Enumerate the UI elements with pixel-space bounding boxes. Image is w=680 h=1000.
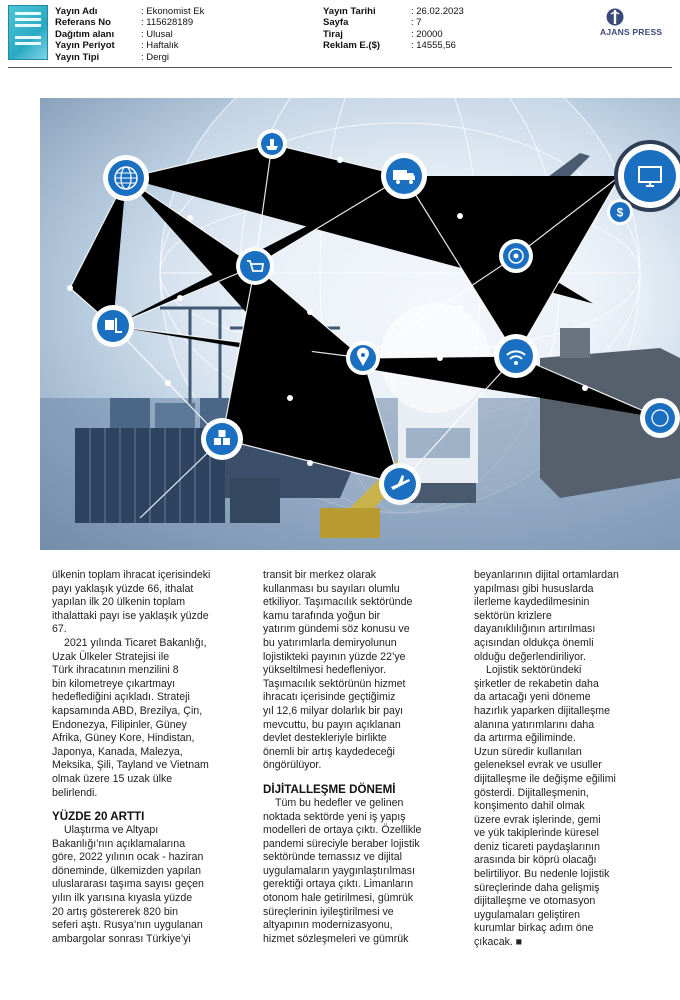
text-line: kapsamında ABD, Brezilya, Çin,: [52, 704, 203, 717]
text-line: yapılması gibi hususlarda: [474, 582, 594, 595]
text-line: önemli bir artış kaydedeceği: [263, 745, 395, 758]
hero-svg: [40, 98, 680, 550]
text-line: uluslararası taşıma sayısı geçen: [52, 878, 204, 891]
article-column-2: [263, 569, 453, 946]
text-line: geleneksel evrak ve usuller: [474, 759, 602, 772]
text-line: otonom hale getirilmesi, gümrük: [263, 892, 414, 905]
meta-label: Sayfa: [323, 17, 349, 29]
text-line: Meksika, Şili, Tayland ve Vietnam: [52, 759, 209, 772]
meta-value: : Haftalık: [141, 40, 179, 52]
globe-icon-small: [640, 398, 680, 438]
text-line: gösterdi. Dijitalleşmenin,: [474, 786, 589, 799]
meta-label: Yayın Adı: [55, 6, 98, 17]
text-line: Lojistik sektöründeki: [486, 664, 582, 677]
text-line: kullanması bu sayıları olumlu: [263, 582, 400, 595]
meta-label: Referans No: [55, 17, 111, 29]
text-line: bu yatırımlarla demiryolunun: [263, 636, 397, 649]
text-line: 67.: [52, 623, 67, 636]
text-line: kurumlar birkaç adım öne: [474, 922, 594, 935]
text-line: da artacağı yeni döneme: [474, 691, 591, 704]
article-column-3: [474, 569, 674, 950]
text-line: süreçlerinde daha gelişmiş: [474, 881, 600, 894]
text-line: payı yaklaşık yüzde 66, ithalat: [52, 582, 194, 595]
text-line: döneminde, ülkemizden yapılan: [52, 864, 201, 877]
meta-label: Reklam E.($): [323, 40, 381, 52]
text-line: hazırlık yaparken dijitalleşme: [474, 704, 611, 717]
meta-value: : 115628189: [141, 17, 194, 29]
text-line: uygulamaların yaygınlaştırılması: [263, 864, 415, 877]
meta-value: : 26.02.2023: [411, 6, 464, 17]
meta-value: : Dergi: [141, 51, 169, 63]
section-heading: DİJİTALLEŞME DÖNEMİ: [263, 782, 396, 796]
meta-value: : 14555,56: [411, 40, 456, 52]
publication-meta-right: [323, 6, 464, 52]
text-line: mevcuttu, bu payın açıklanan: [263, 718, 401, 731]
text-line: süreçlerinin iyileştirilmesi ve: [263, 905, 394, 918]
text-line: alanına yatırımlarını daha: [474, 718, 595, 731]
text-line: noktada sektörde yeni iş yapış: [263, 810, 406, 823]
text-line: dayanıklılığının artırılması: [474, 623, 596, 636]
text-line: çıkacak. ■: [474, 936, 523, 949]
text-line: üzere evrak işlerinde, gemi: [474, 813, 601, 826]
boxes-icon: [201, 418, 243, 460]
text-line: olmak üzere 15 uzak ülke: [52, 772, 173, 785]
publication-thumbnail: [8, 5, 48, 60]
text-line: beyanlarının dijital ortamlardan: [474, 569, 619, 581]
text-line: göre, 2022 yılının ocak - haziran: [52, 851, 204, 864]
text-line: yapılan ilk 20 ülkenin toplam: [52, 596, 186, 609]
section-heading: YÜZDE 20 ARTTI: [52, 810, 145, 824]
text-line: uygulamaları geliştiren: [474, 908, 580, 921]
text-line: Ulaştırma ve Altyapı: [64, 824, 159, 837]
globe-icon: [103, 155, 149, 201]
ajans-press-logo-icon: [606, 8, 624, 26]
text-line: deniz ticareti paydaşlarının: [474, 840, 601, 853]
meta-value: : 7: [411, 17, 422, 29]
text-line: sektöründe temassız ve dijital: [263, 851, 402, 864]
monitor-icon: [616, 142, 680, 210]
location-pin-icon: [346, 341, 380, 375]
text-line: Afrika, Güney Kore, Hindistan,: [52, 732, 195, 745]
text-line: dijitalleşme ile değişme eğilimi: [474, 772, 616, 785]
svg-text:$: $: [616, 205, 624, 220]
cart-icon: [236, 247, 274, 285]
meta-label: Yayın Tarihi: [323, 6, 376, 17]
text-line: devlet destekleriyle birlikte: [263, 732, 387, 745]
text-line: öngörülüyor.: [263, 759, 322, 772]
text-line: modelleri de ortaya çıktı. Özellikle: [263, 824, 422, 837]
ajans-press-logo: [600, 8, 672, 38]
text-line: altyapının modernizasyonu,: [263, 919, 393, 932]
text-line: yatırım gündemi söz konusu ve: [263, 623, 410, 636]
text-line: konşimento dahil olmak: [474, 800, 585, 813]
text-line: Bakanlığı’nın açıklamalarına: [52, 837, 186, 850]
text-line: belirtiliyor. Bu nedenle lojistik: [474, 868, 610, 881]
text-line: seferi aştı. Rusya’nın uygulanan: [52, 919, 203, 932]
text-line: sektörün krizlere: [474, 609, 552, 622]
meta-value: : Ekonomist Ek: [141, 6, 205, 17]
target-icon: [499, 239, 533, 273]
text-line: şirketler de rekabetin daha: [474, 677, 599, 690]
truck-icon: [381, 153, 427, 199]
text-line: Japonya, Kanada, Malezya,: [52, 745, 183, 758]
meta-value: : 20000: [411, 28, 443, 40]
meta-label: Yayın Tipi: [55, 51, 100, 63]
text-line: da artırma eğiliminde.: [474, 732, 576, 745]
text-line: kamu tarafında yoğun bir: [263, 609, 381, 622]
text-line: Taşımacılık sektörünün hizmet: [263, 677, 406, 690]
text-line: hedeflediğini açıkladı. Strateji: [52, 691, 190, 704]
text-line: pandemi süreciyle beraber lojistik: [263, 837, 420, 850]
text-line: ve yük takiplerinde küresel: [474, 827, 599, 840]
text-line: lojistikteki payının yüzde 22’ye: [263, 650, 406, 663]
text-line: Uzak Ülkeler Stratejisi ile: [52, 650, 170, 663]
text-line: 2021 yılında Ticaret Bakanlığı,: [64, 636, 207, 649]
text-line: ilerleme kaydedilmesinin: [474, 596, 590, 609]
logo-text: AJANS PRESS: [600, 27, 663, 37]
wifi-icon: [494, 334, 538, 378]
text-line: belirlendi.: [52, 786, 98, 799]
text-line: açısından oldukça önemli: [474, 636, 594, 649]
dollar-icon: [607, 199, 633, 225]
meta-label: Dağıtım alanı: [55, 28, 115, 40]
text-line: 20 artış göstererek 820 bin: [52, 905, 179, 918]
text-line: ithalattaki payı ise yaklaşık yüzde: [52, 609, 209, 622]
text-line: bin kilometreye çıkartmayı: [52, 677, 176, 690]
text-line: ihracatı içerisinde geçtiğimiz: [263, 691, 396, 704]
text-line: yıl 12,6 milyar dolarlık bir payı: [263, 704, 404, 717]
text-line: transit bir merkez olarak: [263, 569, 377, 581]
text-line: Uzun süredir kullanılan: [474, 745, 582, 758]
text-line: Tüm bu hedefler ve gelinen: [275, 796, 404, 809]
text-line: olduğu değerlendiriliyor.: [474, 650, 586, 663]
text-line: ülkenin toplam ihracat içerisindeki: [52, 569, 211, 581]
publication-meta-left: [55, 6, 204, 63]
meta-label: Yayın Periyot: [55, 40, 115, 52]
clipping-header: [0, 0, 680, 70]
text-line: gerektiği ortaya çıktı. Limanların: [263, 878, 414, 891]
airplane-icon: [379, 463, 421, 505]
header-divider: [8, 67, 672, 68]
logistics-network-illustration: [40, 98, 680, 550]
ship-icon: [257, 129, 287, 159]
text-line: Endonezya, Filipinler, Güney: [52, 718, 187, 731]
text-line: etkiliyor. Taşımacılık sektöründe: [263, 596, 413, 609]
meta-label: Tiraj: [323, 28, 343, 40]
meta-value: : Ulusal: [141, 28, 173, 40]
text-line: dijitalleşme ve otomasyon: [474, 895, 596, 908]
text-line: hizmet sözleşmeleri ve gümrük: [263, 932, 409, 945]
text-line: arasında bir köprü olacağı: [474, 854, 597, 867]
forklift-icon: [92, 305, 134, 347]
article-column-1: [52, 569, 242, 946]
text-line: ambargolar sonrası Türkiye’yi: [52, 932, 191, 945]
text-line: Türk ihracatının menzilini 8: [52, 664, 179, 677]
text-line: yükseltilmesi hedefleniyor.: [263, 664, 387, 677]
text-line: yılın ilk yarısına kıyasla yüzde: [52, 892, 193, 905]
